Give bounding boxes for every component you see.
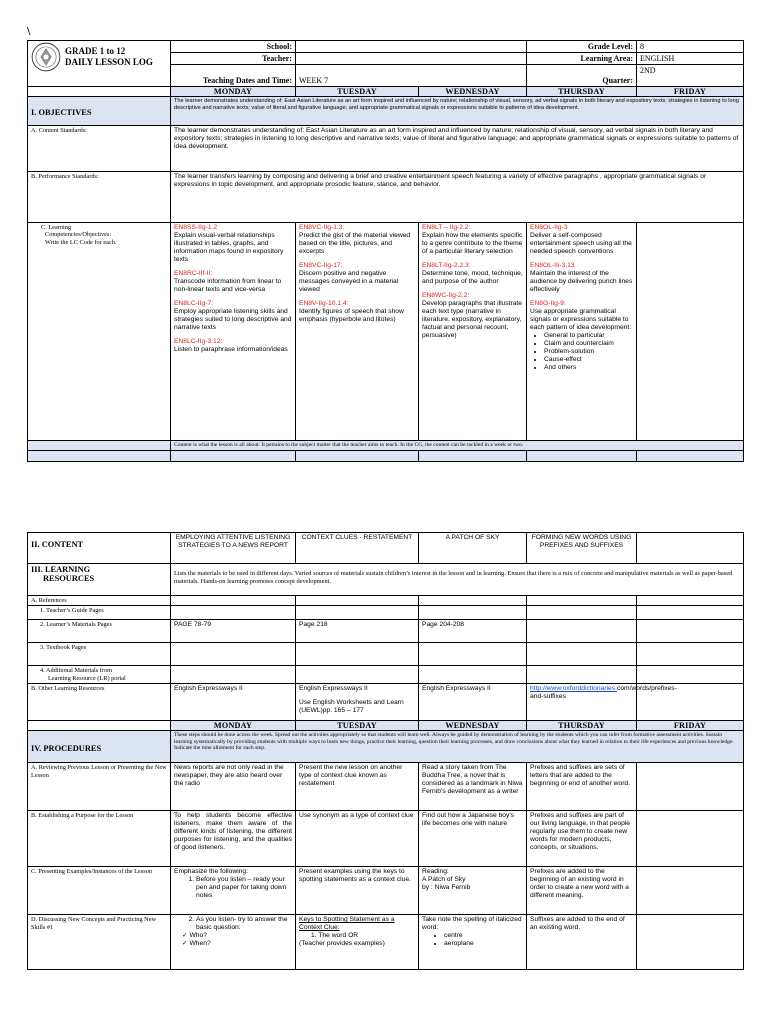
- blank-cell: [527, 620, 637, 643]
- day-friday: FRIDAY: [637, 87, 744, 97]
- blank-cell: [419, 666, 527, 684]
- procedure-c-wednesday-3: by : Niwa Fernib: [422, 884, 471, 892]
- other-wednesday: English Expressways II: [419, 684, 527, 721]
- lc-code: EN8LT – IIg-2.2:: [422, 224, 471, 231]
- day-header-blank: [28, 87, 171, 97]
- title-line-2: DAILY LESSON LOG: [65, 57, 153, 67]
- other-resources-label: B. Other Learning Resources: [28, 684, 171, 721]
- procedure-d-monday-list: [174, 916, 292, 932]
- blank-cell: [419, 450, 527, 461]
- procedure-a-thursday: Prefixes and suffixes are sets of letters that are added to the beginning or end of another word.: [527, 763, 637, 811]
- procedures-note: These steps should be done across the week. Spread out the activities appropriately so that students will learn well. Always be guided by demonstration of learning by the students which you can infer from formative assessment activities. Sustain learning systematically by providing students with multiple ways to learn new things, practice their learning, question their learning processes, and draw conclusions about what they learned in relation to their life experiences and previous knowledge. Indicate the time allotment for each step.: [171, 731, 744, 763]
- lr-label-cell: [28, 666, 171, 684]
- content-heading: II. CONTENT: [31, 540, 84, 549]
- lc-code: EN8G-IIg-9:: [530, 300, 566, 307]
- blank-cell: [637, 867, 744, 915]
- day-friday: FRIDAY: [637, 721, 744, 731]
- teacher-label: Teacher:: [171, 53, 296, 65]
- lc-text: Deliver a self-composed entertainment speech using all the needed speech conventions: [530, 232, 632, 255]
- list-item: 1. Before you listen – ready your pen and paper for taking down notes: [196, 876, 292, 900]
- content-heading-cell: [28, 533, 171, 564]
- blank-cell: [527, 643, 637, 666]
- day-monday: MONDAY: [171, 87, 296, 97]
- procedure-d-tuesday-note: (Teacher provides examples): [299, 940, 385, 948]
- content-friday: [637, 533, 744, 564]
- list-item: • Claim and counterclaim: [544, 340, 633, 348]
- procedure-c-wednesday-2: A Patch of Sky: [422, 876, 466, 884]
- lc-code: EN8LT-IIg-2.2.3:: [422, 262, 471, 269]
- procedure-d-tuesday: [296, 915, 419, 970]
- blank-cell: [28, 450, 171, 461]
- lc-code: EN8RC-IIf-II:: [174, 270, 213, 277]
- procedure-c-monday: [171, 867, 296, 915]
- competencies-thursday: [527, 223, 637, 441]
- procedure-c-monday-list: [174, 876, 292, 900]
- blank-cell: [296, 666, 419, 684]
- blank-cell: [637, 643, 744, 666]
- procedure-d-tuesday-word: The word OR: [318, 932, 359, 940]
- objectives-note: The learner demonstrates understanding of: East Asian Literature as an art form inspired and influenced by nature; relationship of visual, sensory, ad verbal signals in both literary and expository texts; strategies in listening to long descriptive and narrative texts; value of literal and figurative language; and appropriate grammatical signals or expressions suitable to patterns of idea development.: [171, 97, 744, 126]
- check-item-label: Who?: [189, 932, 207, 940]
- competencies-label-cell: [28, 223, 171, 441]
- blank-cell: [527, 450, 637, 461]
- check-item-label: When?: [189, 940, 211, 948]
- tg-label: 1. Teacher’s Guide Pages: [28, 606, 171, 620]
- teacher-value: [296, 53, 527, 65]
- list-item: • Problem-solution: [544, 348, 633, 356]
- competencies-wednesday: [419, 223, 527, 441]
- check-item: ✓ Who?: [182, 932, 207, 940]
- lc-code: EN8OL-IIg-3: [530, 224, 568, 231]
- blank-cell: [171, 596, 296, 606]
- procedure-d-monday: [171, 915, 296, 970]
- oxford-dictionaries-link[interactable]: http://www.oxforddictionaries.: [530, 685, 617, 693]
- other-monday: English Expressways II: [171, 684, 296, 721]
- lc-text: Identify figures of speech that show emphasis (hyperbole and litotes): [299, 308, 404, 323]
- procedure-b-tuesday: Use synonym as a type of context clue: [296, 811, 419, 867]
- header-title-cell: [28, 41, 171, 87]
- day-wednesday: WEDNESDAY: [419, 721, 527, 731]
- dates-value: WEEK 7: [296, 65, 527, 87]
- procedure-d-tuesday-title: Keys to Spotting Statement as a Context Clue:: [299, 916, 395, 932]
- lc-text: Employ appropriate listening skills and strategies suited to long descriptive and narrative texts: [174, 308, 292, 331]
- daily-lesson-log-part1: [27, 40, 744, 462]
- day-monday: MONDAY: [171, 721, 296, 731]
- dates-label: Teaching Dates and Time:: [171, 65, 296, 87]
- school-label: School:: [171, 41, 296, 53]
- grade-value: 8: [637, 41, 744, 53]
- content-note-blank: [28, 441, 171, 451]
- blank-cell: [419, 596, 527, 606]
- blank-cell: [637, 620, 744, 643]
- blank-cell: [637, 450, 744, 461]
- competencies-tuesday: [296, 223, 419, 441]
- lc-code: EN8VC-IIg-17:: [299, 262, 343, 269]
- blank-cell: [171, 450, 296, 461]
- lm-tuesday: Page 218: [296, 620, 419, 643]
- procedure-c-wednesday: [419, 867, 527, 915]
- lm-label: 2. Learner’s Materials Pages: [28, 620, 171, 643]
- area-label: Learning Area:: [527, 53, 637, 65]
- area-value: ENGLISH: [637, 53, 744, 65]
- blank-cell: [527, 596, 637, 606]
- lr-label-1: 4. Additional Materials from: [40, 667, 113, 675]
- list-item: • General to particular: [544, 332, 633, 340]
- blank-cell: [527, 666, 637, 684]
- lc-code: EN8WC-IIg-2.2:: [422, 292, 470, 299]
- references-label: A. References: [28, 596, 171, 606]
- procedure-d-wednesday-list: [422, 932, 523, 948]
- blank-cell: [419, 606, 527, 620]
- procedure-d-tuesday-item: 1. The word OR: [311, 932, 359, 940]
- blank-cell: [296, 596, 419, 606]
- procedures-heading: IV. PROCEDURES: [31, 743, 102, 753]
- blank-cell: [637, 666, 744, 684]
- blank-cell: [527, 606, 637, 620]
- list-item: • And others: [544, 364, 633, 372]
- blank-cell: [637, 596, 744, 606]
- performance-standards-label: B. Performance Standards:: [28, 172, 171, 223]
- performance-standards-text: The learner transfers learning by composing and delivering a brief and creative entertainment speech featuring a variety of effective paragraphs , appropriate grammatical signals or expressions in topic development, and appropriate prosodic feature, stance, and behavior.: [171, 172, 744, 223]
- blank-cell: [296, 643, 419, 666]
- idea-patterns-list: [530, 332, 633, 372]
- blank-cell: [637, 606, 744, 620]
- quarter-value: 2ND: [637, 65, 744, 87]
- procedure-c-wednesday-1: Reading:: [422, 868, 449, 876]
- blank-cell: [296, 606, 419, 620]
- blank-cell: [171, 643, 296, 666]
- competencies-monday: [171, 223, 296, 441]
- other-thursday: [527, 684, 677, 721]
- lc-code: EN8OL-IIi-3.13: [530, 262, 575, 269]
- procedure-c-tuesday: Present examples using the keys to spotting statements as a context clue.: [296, 867, 419, 915]
- content-wednesday: A PATCH OF SKY: [419, 533, 527, 564]
- day-tuesday: TUESDAY: [296, 87, 419, 97]
- blank-cell: [171, 606, 296, 620]
- resources-heading-cell: [28, 564, 171, 596]
- blank-cell: [637, 763, 744, 811]
- other-tuesday: [296, 684, 419, 721]
- procedure-b-thursday: Prefixes and suffixes are part of our living language, in that people regularly use them to create new words for modern products, concepts, or situations.: [527, 811, 637, 867]
- day-header-blank: [28, 721, 171, 731]
- other-tuesday-1: English Expressways II: [299, 685, 368, 693]
- lc-code: EN8SS-IIg-1.2: [174, 224, 218, 231]
- objectives-heading-cell: [28, 97, 171, 126]
- procedure-a-tuesday: Present the new lesson on another type of context clue known as restatement: [296, 763, 419, 811]
- content-standards-label: A. Content Standards:: [28, 126, 171, 172]
- lm-monday: PAGE 78-79: [171, 620, 296, 643]
- resources-heading-1: III. LEARNING: [31, 565, 91, 574]
- lc-text: Listen to paraphrase information/ideas: [174, 346, 288, 353]
- school-value: [296, 41, 527, 53]
- lc-text: Determine tone, mood, technique, and purpose of the author: [422, 270, 523, 285]
- lm-wednesday: Page 204-208: [419, 620, 527, 643]
- procedure-d-wednesday-intro: Take note the spelling of italicized word:: [422, 916, 522, 932]
- blank-cell: [171, 666, 296, 684]
- grade-label: Grade Level:: [527, 41, 637, 53]
- deped-seal-icon: [31, 42, 61, 72]
- procedure-a-wednesday: Read a story taken from The Buddha Tree, a novel that is considered as a landmark in Nlwa Fernib’s development as a writer: [419, 763, 527, 811]
- lc-code: EN8LC-IIg-3.12:: [174, 338, 223, 345]
- resources-note: Lists the materials to be used in different days. Varied sources of materials sustain children’s interest in the lesson and in learning. Ensure that there is a mix of concrete and manipulative materials as well as paper-based materials. Hands-on learning promotes concept development.: [171, 564, 744, 596]
- quarter-label: Quarter:: [527, 65, 637, 87]
- content-tuesday: CONTEXT CLUES - RESTATEMENT: [296, 533, 419, 564]
- day-thursday: THURSDAY: [527, 87, 637, 97]
- objectives-heading: I. OBJECTIVES: [31, 108, 92, 117]
- lc-text: Predict the gist of the material viewed based on the title, pictures, and excerpts: [299, 232, 411, 255]
- list-item: 2. As you listen- try to answer the basic question:: [196, 916, 292, 932]
- blank-cell: [296, 450, 419, 461]
- procedure-b-wednesday: Find out how a Japanese boy’s life becomes one with nature: [419, 811, 527, 867]
- list-item: • Cause-effect: [544, 356, 633, 364]
- lc-code: EN8LC-IIg-7:: [174, 300, 214, 307]
- lc-text: Explain visual-verbal relationships illustrated in tables, graphs, and information maps found in expository texts: [174, 232, 284, 263]
- procedure-d-wednesday: [419, 915, 527, 970]
- list-item: • centre: [444, 932, 523, 940]
- procedure-a-label: A. Reviewing Previous Lesson or Presenting the New Lesson: [28, 763, 171, 811]
- other-thursday-rest: com/words/prefixes-and-suffixes: [530, 685, 677, 701]
- procedure-d-label: D. Discussing New Concepts and Practicing New Skills #1: [28, 915, 171, 970]
- procedure-c-monday-intro: Emphasize the following:: [174, 868, 248, 876]
- day-thursday: THURSDAY: [527, 721, 637, 731]
- content-monday: EMPLOYING ATTENTIVE LISTENING STRATEGIES TO A NEWS REPORT: [171, 533, 296, 564]
- competencies-label-3: Write the LC Code for each.: [45, 238, 117, 246]
- title-line-1: GRADE 1 to 12: [65, 46, 126, 56]
- blank-cell: [637, 811, 744, 867]
- lc-text: Transcode information from linear to non-linear texts and vice-versa: [174, 278, 282, 293]
- list-item: • aeroplane: [444, 940, 523, 948]
- procedure-b-label: B. Establishing a Purpose for the Lesson: [28, 811, 171, 867]
- procedure-b-monday: To help students become effective listeners, make them aware of the different kinds of listening, the different purposes for listening, and the qualities of good listeners.: [171, 811, 296, 867]
- content-thursday: FORMING NEW WORDS USING PREFIXES AND SUFFIXES: [527, 533, 637, 564]
- tb-label: 3. Textbook Pages: [28, 643, 171, 666]
- competencies-label-2: Competencies/Objectives:: [45, 231, 112, 239]
- lr-label-2: Learning Resource (LR) portal: [48, 674, 126, 682]
- lc-text: Explain how the elements specific to a genre contribute to the theme of a particular literary selection: [422, 232, 523, 255]
- lc-text: Use appropriate grammatical signals or expressions suitable to each pattern of idea development:: [530, 308, 632, 331]
- procedures-heading-cell: [28, 731, 171, 763]
- procedure-d-thursday: Suffixes are added to the end of an existing word.: [527, 915, 637, 970]
- day-tuesday: TUESDAY: [296, 721, 419, 731]
- blank-cell: [419, 643, 527, 666]
- lc-text: Discern positive and negative messages conveyed in a material viewed: [299, 270, 399, 293]
- daily-lesson-log-part2: [27, 532, 744, 970]
- procedure-c-label: C. Presenting Examples/Instances of the Lesson: [28, 867, 171, 915]
- content-standards-text: The learner demonstrates understanding of: East Asian Literature as an art form inspired and influenced by nature; relationship of visual, sensory, ad verbal signals in both literary and expository texts; strategies in listening to long descriptive and narrative texts; value of literal and figurative language; and appropriate grammatical signals or expressions suitable to patterns of idea development.: [171, 126, 744, 172]
- check-item: ✓ When?: [182, 940, 211, 948]
- page-mark: \: [27, 26, 31, 37]
- blank-cell: [637, 915, 744, 970]
- lc-text: Develop paragraphs that illustrate each text type (narrative in literature, expository, explanatory, factual and personal recount, persuasive): [422, 300, 522, 339]
- competencies-label-1: C. Learning: [41, 224, 72, 231]
- lc-text: Maintain the interest of the audience by delivering punch lines effectively: [530, 270, 633, 293]
- competencies-friday: [637, 223, 744, 441]
- day-wednesday: WEDNESDAY: [419, 87, 527, 97]
- procedure-a-monday: News reports are not only read in the newspaper, they are also heard over the radio: [171, 763, 296, 811]
- other-tuesday-2: Use English Worksheets and Learn (UEWL)pp. 165 – 177: [299, 699, 404, 715]
- resources-heading-2: RESOURCES: [43, 574, 95, 583]
- content-note: Content is what the lesson is all about. It pertains to the subject matter that the teacher aims to teach. In the CG, the content can be tackled in a week or two.: [171, 441, 744, 451]
- lc-code: EN8V-IIg-10.1.4:: [299, 300, 349, 307]
- lc-code: EN8VC-IIg-1.3:: [299, 224, 345, 231]
- procedure-c-thursday: Prefixes are added to the beginning of an existing word in order to create a new word with a different meaning.: [527, 867, 637, 915]
